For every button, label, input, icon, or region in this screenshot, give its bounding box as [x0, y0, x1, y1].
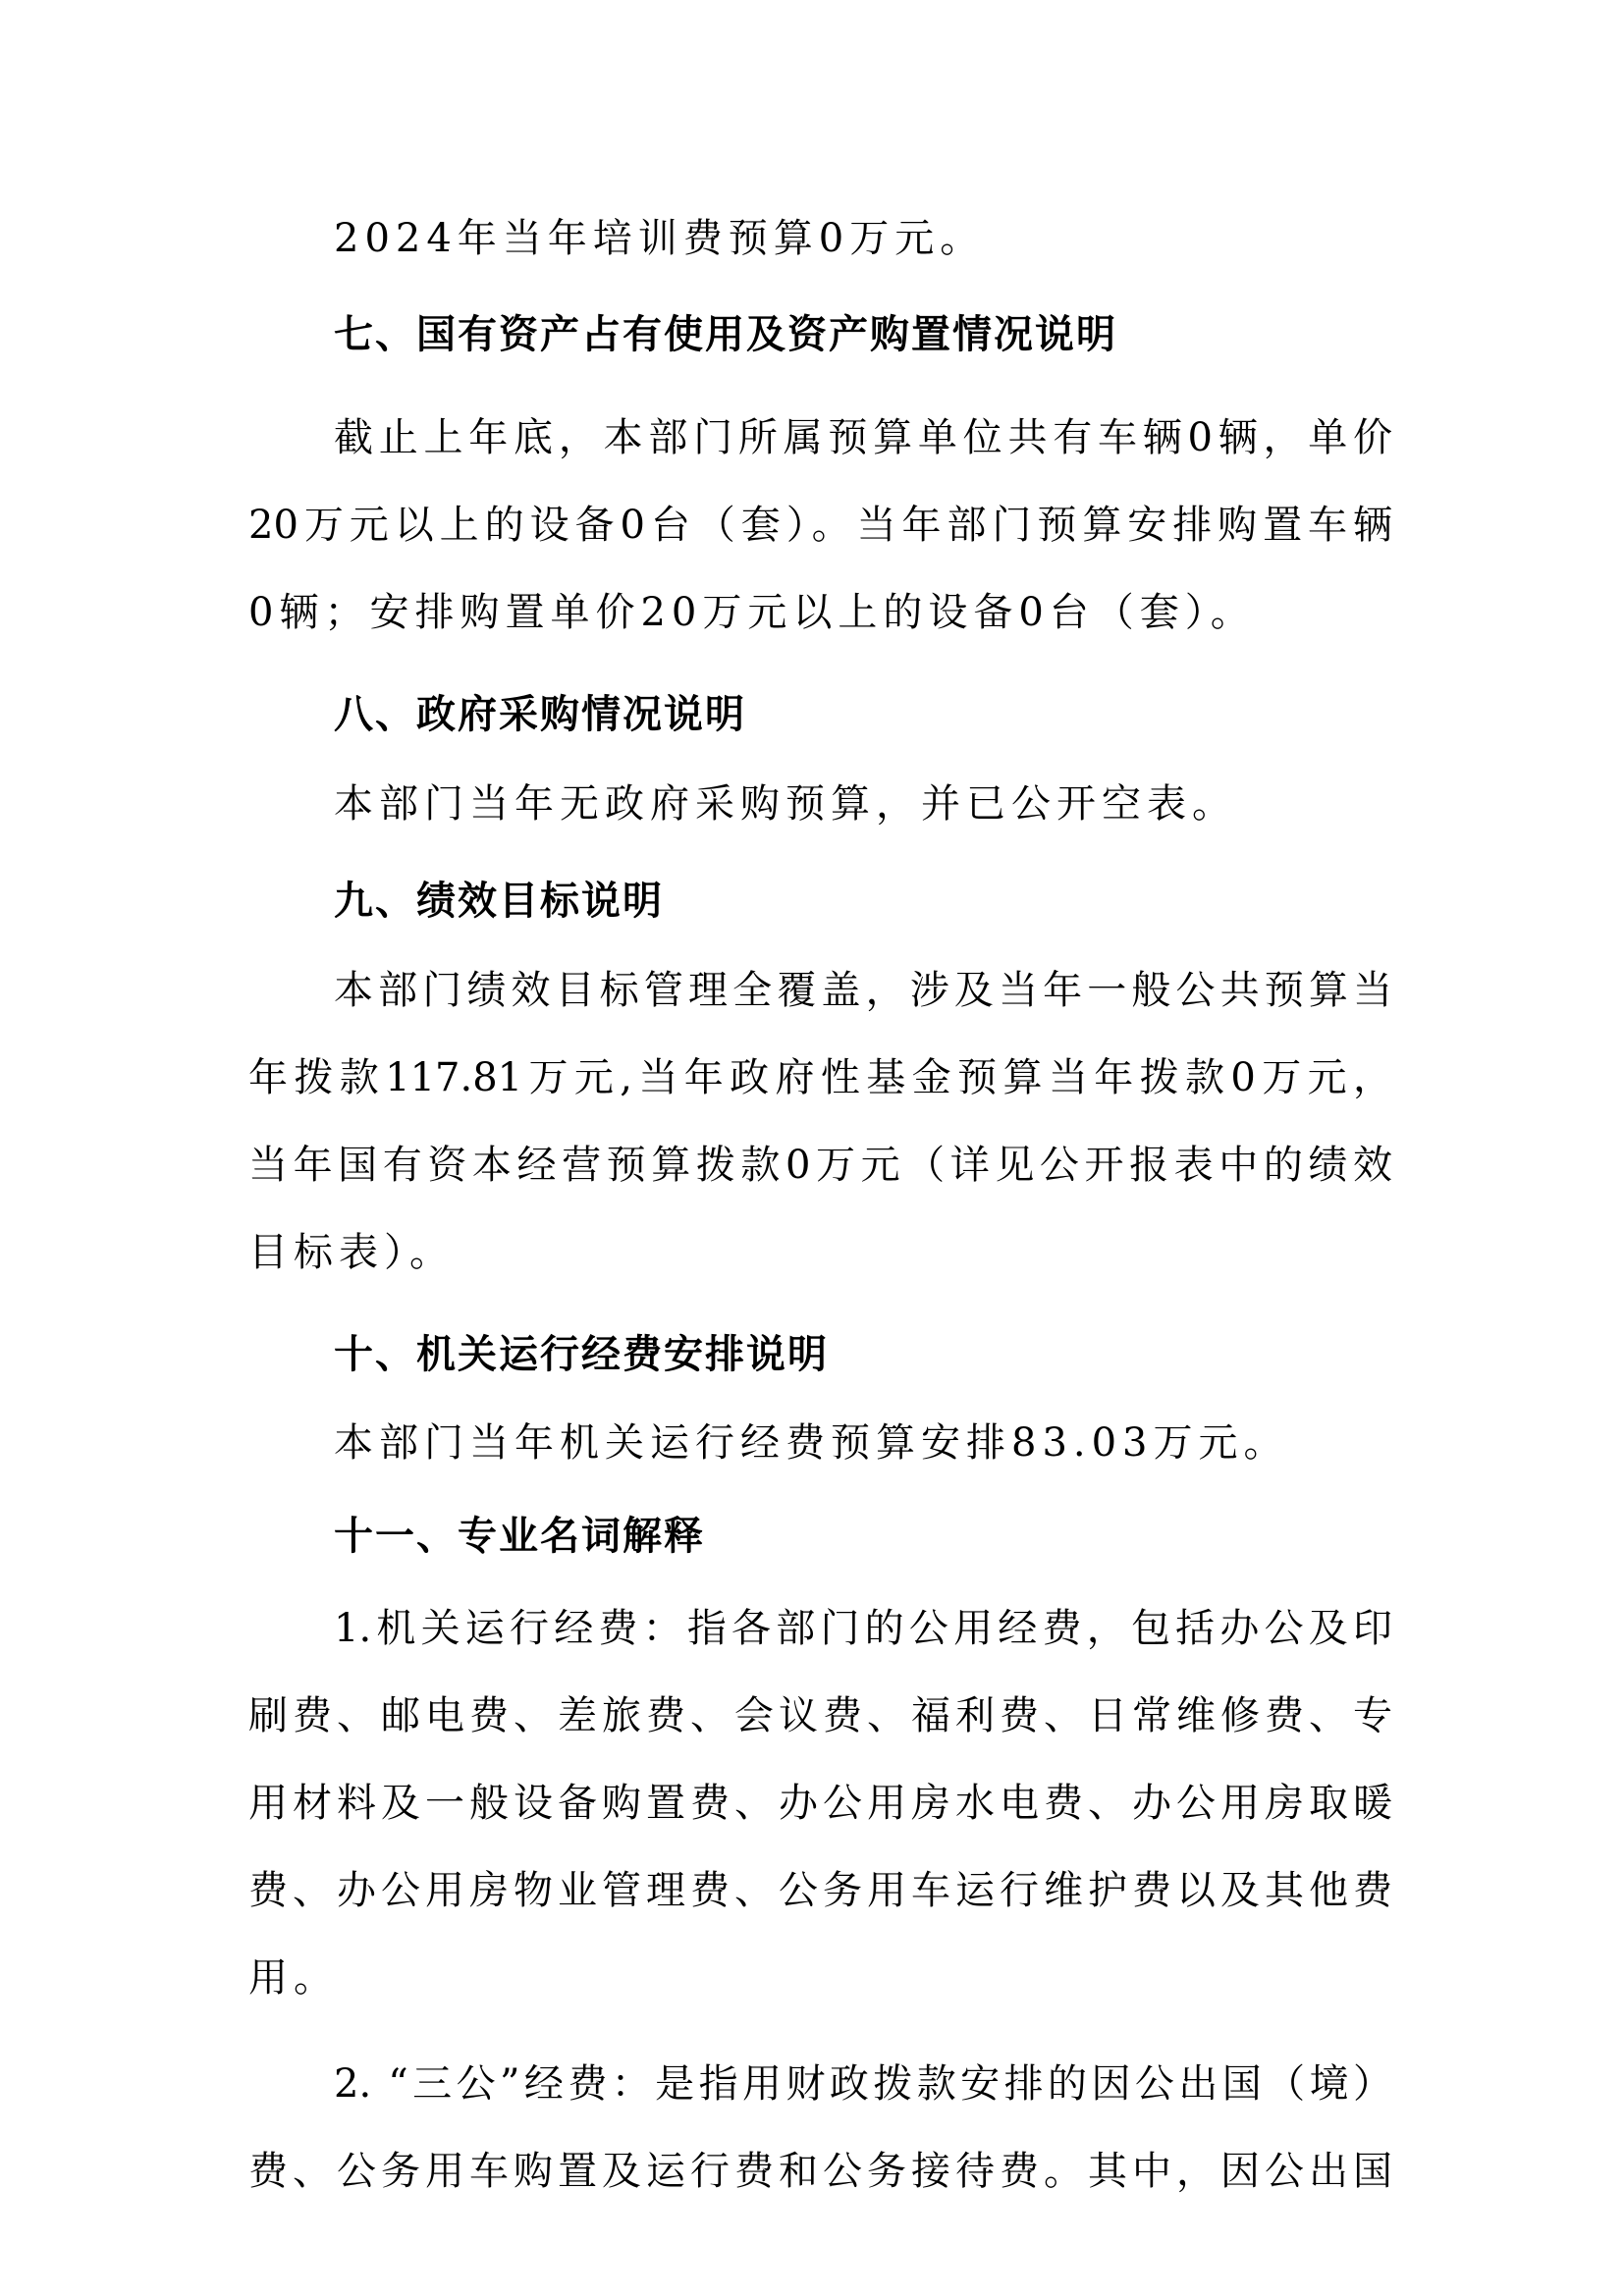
text-line: 本部门绩效目标管理全覆盖，涉及当年一般公共预算当 [334, 968, 1392, 1013]
text-line: 费、公务用车购置及运行费和公务接待费。其中，因公出国 [248, 2149, 1392, 2194]
section-heading-11: 十一、专业名词解释 [334, 1514, 705, 1559]
text-line: 年拨款117.81万元,当年政府性基金预算当年拨款0万元， [248, 1055, 1392, 1100]
text-line: 用。 [248, 1955, 339, 2001]
section-heading-9: 九、绩效目标说明 [334, 879, 664, 924]
text-line: 20万元以上的设备0台（套）。当年部门预算安排购置车辆 [248, 503, 1392, 548]
section-heading-10: 十、机关运行经费安排说明 [334, 1332, 829, 1377]
text-line: 当年国有资本经营预算拨款0万元（详见公开报表中的绩效 [248, 1143, 1392, 1188]
text-line: 截止上年底，本部门所属预算单位共有车辆0辆，单价 [334, 415, 1392, 460]
text-line: 刷费、邮电费、差旅费、会议费、福利费、日常维修费、专 [248, 1693, 1392, 1738]
text-line: 本部门当年无政府采购预算，并已公开空表。 [334, 781, 1237, 827]
text-line: 2. “三公”经费：是指用财政拨款安排的因公出国（境） [334, 2061, 1392, 2107]
text-line: 0辆；安排购置单价20万元以上的设备0台（套）。 [248, 590, 1256, 635]
text-line: 2024年当年培训费预算0万元。 [334, 216, 986, 261]
section-heading-7: 七、国有资产占有使用及资产购置情况说明 [334, 312, 1117, 357]
section-heading-8: 八、政府采购情况说明 [334, 692, 746, 737]
text-line: 1.机关运行经费：指各部门的公用经费，包括办公及印 [334, 1606, 1392, 1651]
text-line: 用材料及一般设备购置费、办公用房水电费、办公用房取暖 [248, 1781, 1392, 1826]
text-line: 目标表）。 [248, 1230, 455, 1275]
text-line: 本部门当年机关运行经费预算安排83.03万元。 [334, 1420, 1289, 1466]
text-line: 费、办公用房物业管理费、公务用车运行维护费以及其他费 [248, 1868, 1392, 1913]
